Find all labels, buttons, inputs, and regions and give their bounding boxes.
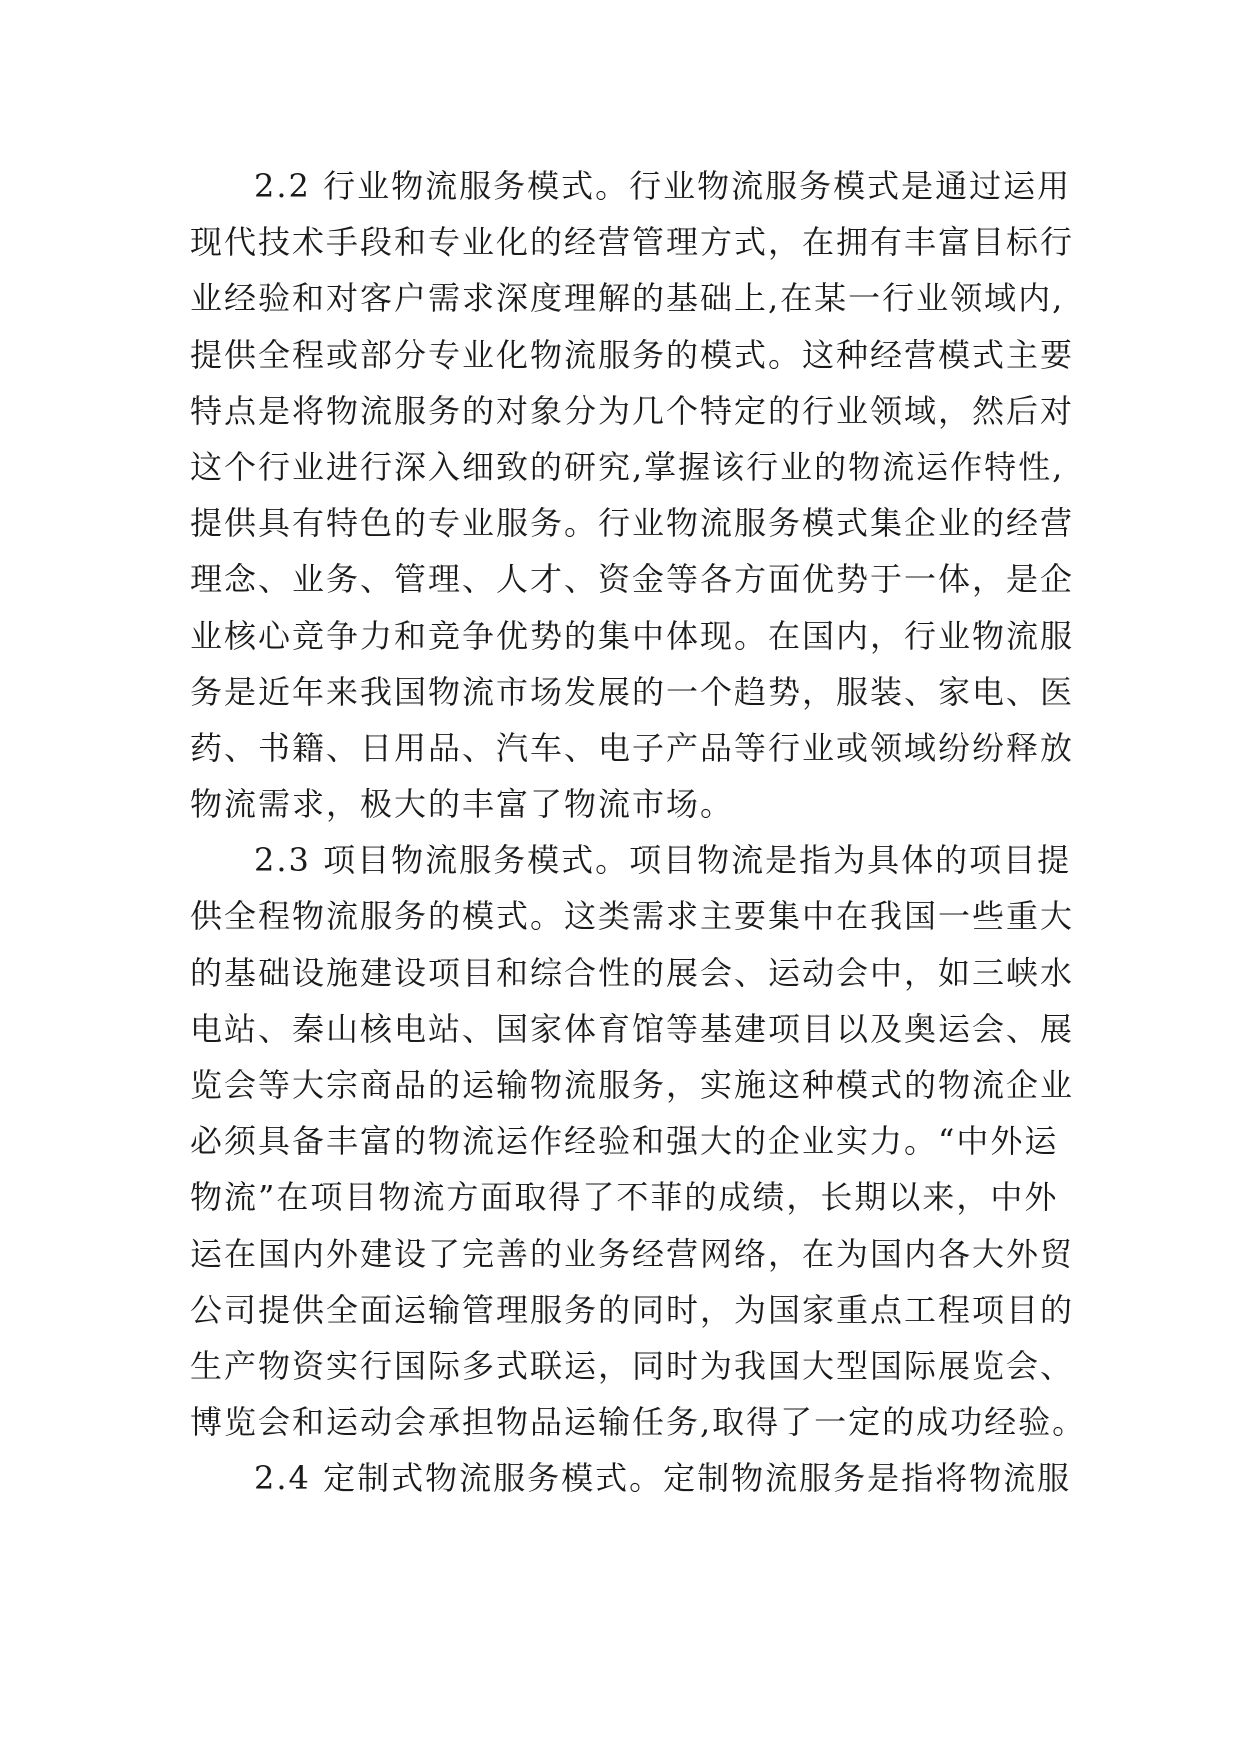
text-line: 物流需求，极大的丰富了物流市场。 <box>190 785 735 824</box>
text-line: 这个行业进行深入细致的研究,掌握该行业的物流运作特性, <box>190 447 1065 486</box>
text-line: 物流”在项目物流方面取得了不菲的成绩，长期以来，中外 <box>190 1178 1059 1217</box>
text-line: 2.3 项目物流服务模式。项目物流是指为具体的项目提 <box>254 841 1072 880</box>
text-line: 的基础设施建设项目和综合性的展会、运动会中，如三峡水 <box>190 953 1075 992</box>
text-line: 必须具备丰富的物流运作经验和强大的企业实力。“中外运 <box>190 1122 1059 1161</box>
text-line: 览会等大宗商品的运输物流服务，实施这种模式的物流企业 <box>190 1066 1075 1104</box>
text-line: 博览会和运动会承担物品运输任务,取得了一定的成功经验。 <box>190 1403 1087 1442</box>
text-line: 提供全程或部分专业化物流服务的模式。这种经营模式主要 <box>190 335 1075 374</box>
text-line: 供全程物流服务的模式。这类需求主要集中在我国一些重大 <box>190 897 1075 936</box>
text-line: 电站、秦山核电站、国家体育馆等基建项目以及奥运会、展 <box>190 1009 1075 1048</box>
text-line: 2.4 定制式物流服务模式。定制物流服务是指将物流服 <box>254 1459 1072 1498</box>
text-line: 生产物资实行国际多式联运，同时为我国大型国际展览会、 <box>190 1346 1075 1385</box>
text-line: 业核心竞争力和竞争优势的集中体现。在国内，行业物流服 <box>190 616 1075 655</box>
text-line: 特点是将物流服务的对象分为几个特定的行业领域，然后对 <box>190 391 1075 430</box>
text-line: 药、书籍、日用品、汽车、电子产品等行业或领域纷纷释放 <box>190 728 1075 767</box>
text-line: 理念、业务、管理、人才、资金等各方面优势于一体，是企 <box>190 560 1075 599</box>
text-line: 现代技术手段和专业化的经营管理方式，在拥有丰富目标行 <box>190 223 1075 262</box>
text-line: 业经验和对客户需求深度理解的基础上,在某一行业领域内, <box>190 279 1065 318</box>
text-line: 2.2 行业物流服务模式。行业物流服务模式是通过运用 <box>254 167 1072 205</box>
text-line: 务是近年来我国物流市场发展的一个趋势，服装、家电、医 <box>190 672 1075 711</box>
text-line: 公司提供全面运输管理服务的同时，为国家重点工程项目的 <box>190 1290 1075 1329</box>
text-line: 提供具有特色的专业服务。行业物流服务模式集企业的经营 <box>190 504 1075 543</box>
body-text <box>190 158 1090 1507</box>
text-line: 运在国内外建设了完善的业务经营网络，在为国内各大外贸 <box>190 1234 1075 1273</box>
